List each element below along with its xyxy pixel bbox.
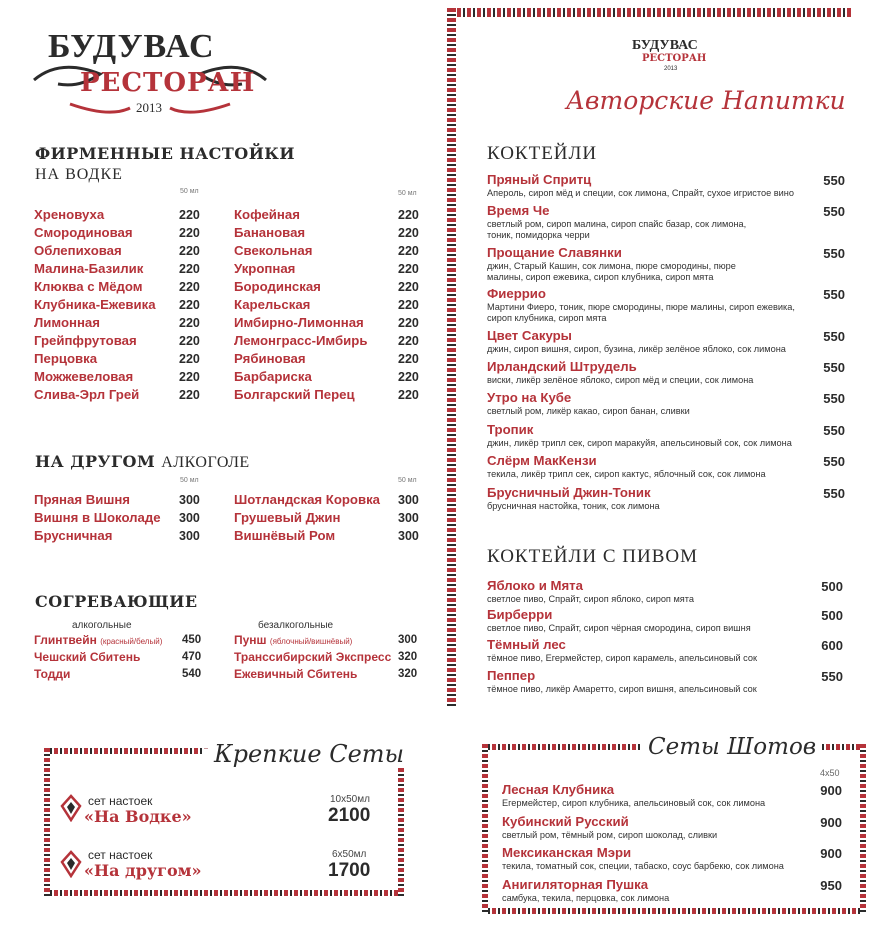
volume-label: 50 мл bbox=[398, 477, 417, 484]
item-name: Лесная Клубника bbox=[502, 782, 615, 797]
shot-set-item bbox=[502, 845, 844, 872]
ornament-band bbox=[44, 890, 404, 896]
item-name: Клюква с Мёдом bbox=[34, 279, 143, 294]
item-price: 550 bbox=[821, 669, 843, 684]
item-name: Укропная bbox=[234, 261, 296, 276]
warming-list-col1 bbox=[34, 632, 204, 683]
item-name: Смородиновая bbox=[34, 225, 133, 240]
item-price: 220 bbox=[398, 352, 419, 366]
item-desc: текила, томатный сок, специи, табаско, соус барбекю, сок лимона bbox=[502, 861, 784, 871]
item-desc: тёмное пиво, Егермейстер, сироп карамель, апельсиновый сок bbox=[487, 653, 757, 663]
item-desc: Егермейстер, сироп клубника, апельсиновый сок, сок лимона bbox=[502, 798, 766, 808]
shot-set-item bbox=[502, 814, 844, 841]
section-subtitle-vodka: НА ВОДКЕ bbox=[35, 166, 123, 183]
item-price: 220 bbox=[179, 262, 200, 276]
menu-item bbox=[234, 386, 424, 404]
item-desc: самбука, текила, перцовка, сок лимона bbox=[502, 893, 670, 903]
item-name: Имбирно-Лимонная bbox=[234, 315, 364, 330]
beer-cocktail-item bbox=[487, 607, 845, 634]
item-price: 220 bbox=[398, 208, 419, 222]
shot-set-item bbox=[502, 782, 844, 809]
item-name: Чешский Сбитень bbox=[34, 650, 141, 664]
item-desc: светлое пиво, Спрайт, сироп чёрная смородина, сироп вишня bbox=[487, 623, 751, 633]
item-price: 550 bbox=[823, 454, 845, 469]
item-name: Кубинский Русский bbox=[502, 814, 629, 829]
menu-item bbox=[34, 632, 204, 649]
item-name: Вишня в Шоколаде bbox=[34, 510, 161, 525]
item-name: Грушевый Джин bbox=[234, 510, 341, 525]
strong-sets-title: Крепкие Сеты bbox=[208, 740, 410, 768]
menu-item bbox=[234, 509, 424, 527]
item-name: Карельская bbox=[234, 297, 311, 312]
item-name: Слива-Эрл Грей bbox=[34, 387, 140, 402]
item-name: Транссибирский Экспресс bbox=[234, 650, 392, 664]
item-price: 320 bbox=[398, 651, 418, 663]
item-desc: джин, сироп вишня, сироп, бузина, ликёр зелёное яблоко, сок лимона bbox=[487, 344, 786, 354]
folk-ornament-icon bbox=[60, 850, 82, 878]
item-price: 300 bbox=[179, 529, 200, 543]
shots-title: Сеты Шотов bbox=[642, 734, 822, 760]
set-label: сет настоек bbox=[88, 848, 153, 862]
item-name: Слёрм МакКензи bbox=[487, 453, 597, 468]
set-volume: 6x50мл bbox=[332, 849, 367, 860]
ornament-band-left bbox=[447, 8, 456, 708]
beer-cocktail-item bbox=[487, 578, 845, 605]
item-price: 220 bbox=[179, 280, 200, 294]
item-price: 220 bbox=[179, 388, 200, 402]
item-price: 220 bbox=[179, 352, 200, 366]
item-name: Перцовка bbox=[34, 351, 98, 366]
item-name: Лемонграсс-Имбирь bbox=[234, 333, 368, 348]
item-name: Мексиканская Мэри bbox=[502, 845, 632, 860]
item-name: Тёмный лес bbox=[487, 637, 566, 652]
item-name: Клубника-Ежевика bbox=[34, 297, 156, 312]
menu-item bbox=[34, 260, 204, 278]
item-price: 220 bbox=[398, 244, 419, 258]
item-price: 320 bbox=[398, 668, 418, 680]
item-desc: светлый ром, сироп малина, сироп спайс базар, сок лимона, тоник, помидорка черри bbox=[487, 219, 747, 240]
title-bold: НА ДРУГОМ bbox=[35, 452, 156, 471]
item-price: 500 bbox=[821, 608, 843, 623]
set-name: «На другом» bbox=[84, 861, 202, 880]
item-name: Утро на Кубе bbox=[487, 390, 572, 405]
item-price: 220 bbox=[398, 388, 419, 402]
volume-label: 50 мл bbox=[180, 477, 199, 484]
menu-item bbox=[34, 350, 204, 368]
restaurant-logo-small bbox=[624, 38, 724, 78]
signature-list-col1 bbox=[34, 206, 204, 404]
menu-item bbox=[234, 491, 424, 509]
ornament-band bbox=[398, 748, 404, 896]
item-price: 220 bbox=[179, 298, 200, 312]
item-name: Фиеррио bbox=[487, 286, 546, 301]
item-price: 220 bbox=[179, 334, 200, 348]
item-desc: светлое пиво, Спрайт, сироп яблоко, сироп мята bbox=[487, 594, 694, 604]
logo-year: 2013 bbox=[136, 100, 162, 115]
item-name: Малина-Базилик bbox=[34, 261, 144, 276]
item-price: 550 bbox=[823, 391, 845, 406]
item-desc: джин, ликёр трипл сек, сироп маракуйя, апельсиновый сок, сок лимона bbox=[487, 438, 792, 448]
menu-item bbox=[234, 206, 424, 224]
cocktail-item bbox=[487, 245, 847, 283]
menu-item bbox=[34, 649, 204, 666]
item-name: Тропик bbox=[487, 422, 534, 437]
warming-head-alcoholic: алкогольные bbox=[72, 620, 132, 631]
item-price: 220 bbox=[398, 370, 419, 384]
item-name: Брусничный Джин-Тоник bbox=[487, 485, 651, 500]
item-name: Пряная Вишня bbox=[34, 492, 130, 507]
item-desc: джин, Старый Кашин, сок лимона, пюре смородины, пюре малины, сироп ежевика, сироп клубника, сироп мята bbox=[487, 261, 736, 282]
item-price: 220 bbox=[398, 262, 419, 276]
cocktail-item bbox=[487, 328, 847, 355]
item-price: 450 bbox=[182, 634, 202, 646]
item-price: 300 bbox=[179, 511, 200, 525]
section-title-beer-cocktails: КОКТЕЙЛИ С ПИВОМ bbox=[487, 546, 699, 567]
ornament-band bbox=[44, 748, 204, 754]
item-price: 900 bbox=[820, 846, 842, 861]
set-label: сет настоек bbox=[88, 794, 153, 808]
item-name: Пряный Спритц bbox=[487, 172, 592, 187]
menu-item bbox=[34, 386, 204, 404]
item-name: Прощание Славянки bbox=[487, 245, 622, 260]
menu-item bbox=[34, 278, 204, 296]
cocktail-item bbox=[487, 286, 847, 324]
item-price: 550 bbox=[823, 329, 845, 344]
ornament-band bbox=[860, 744, 866, 914]
ornament-band bbox=[44, 748, 50, 896]
set-price: 1700 bbox=[328, 860, 371, 881]
menu-item bbox=[34, 509, 204, 527]
item-price: 900 bbox=[820, 815, 842, 830]
item-price: 550 bbox=[823, 423, 845, 438]
cocktail-item bbox=[487, 172, 847, 199]
menu-item bbox=[234, 350, 424, 368]
ornament-band bbox=[482, 744, 488, 914]
item-desc: виски, ликёр зелёное яблоко, сироп мёд и специи, сок лимона bbox=[487, 375, 754, 385]
menu-item bbox=[34, 332, 204, 350]
item-name: Пеппер bbox=[487, 668, 536, 683]
item-price: 220 bbox=[179, 370, 200, 384]
menu-item bbox=[234, 296, 424, 314]
item-price: 220 bbox=[179, 244, 200, 258]
item-desc: светлый ром, ликёр какао, сироп банан, сливки bbox=[487, 406, 690, 416]
warming-head-nonalcoholic: безалкогольные bbox=[258, 620, 334, 631]
menu-item bbox=[234, 632, 424, 649]
item-name: Можжевеловая bbox=[34, 369, 134, 384]
item-desc: текила, ликёр трипл сек, сироп кактус, яблочный сок, сок лимона bbox=[487, 469, 766, 479]
item-price: 220 bbox=[179, 226, 200, 240]
menu-item bbox=[234, 242, 424, 260]
signature-list-col2 bbox=[234, 206, 424, 404]
section-title-warming: СОГРЕВАЮЩИЕ bbox=[35, 592, 198, 611]
menu-item bbox=[234, 666, 424, 683]
volume-label: 50 мл bbox=[398, 190, 417, 197]
item-name: Ежевичный Сбитень bbox=[234, 667, 358, 681]
menu-item bbox=[34, 368, 204, 386]
title-rest: АЛКОГОЛЕ bbox=[161, 454, 250, 471]
logo-sub-text: РЕСТОРАН bbox=[642, 53, 707, 64]
section-title-cocktails: КОКТЕЙЛИ bbox=[487, 143, 598, 164]
item-name: Бирберри bbox=[487, 607, 553, 622]
item-name: Барбариска bbox=[234, 369, 312, 384]
logo-year: 2013 bbox=[664, 66, 678, 72]
menu-item bbox=[34, 242, 204, 260]
item-price: 220 bbox=[179, 316, 200, 330]
item-price: 300 bbox=[398, 511, 419, 525]
cocktail-item bbox=[487, 453, 847, 480]
item-name: Время Че bbox=[487, 203, 550, 218]
item-price: 550 bbox=[823, 287, 845, 302]
set-price: 2100 bbox=[328, 805, 371, 826]
item-price: 220 bbox=[398, 226, 419, 240]
item-name: Грейпфрутовая bbox=[34, 333, 137, 348]
item-name: Цвет Сакуры bbox=[487, 328, 572, 343]
item-name: Шотландская Коровка bbox=[234, 492, 381, 507]
item-price: 550 bbox=[823, 204, 845, 219]
volume-label: 50 мл bbox=[180, 188, 199, 195]
menu-item bbox=[34, 314, 204, 332]
menu-item bbox=[34, 224, 204, 242]
item-desc: Апероль, сироп мёд и специи, сок лимона, Спрайт, сухое игристое вино bbox=[487, 188, 794, 198]
menu-item bbox=[34, 296, 204, 314]
item-name: Брусничная bbox=[34, 528, 113, 543]
item-price: 900 bbox=[820, 783, 842, 798]
cocktail-item bbox=[487, 485, 847, 512]
section-title-other bbox=[35, 452, 250, 472]
item-desc: тёмное пиво, ликёр Амаретто, сироп вишня, апельсиновый сок bbox=[487, 684, 757, 694]
logo-top-text: БУДУВАС bbox=[48, 28, 215, 65]
menu-item bbox=[234, 314, 424, 332]
item-price: 300 bbox=[398, 529, 419, 543]
restaurant-logo bbox=[30, 18, 270, 128]
menu-item bbox=[34, 491, 204, 509]
shot-set-item bbox=[502, 877, 844, 904]
set-volume: 10x50мл bbox=[330, 794, 370, 805]
item-name: Лимонная bbox=[34, 315, 100, 330]
page-title: Авторские Напитки bbox=[566, 86, 846, 115]
item-name: Банановая bbox=[234, 225, 306, 240]
other-list-col2 bbox=[234, 491, 424, 545]
menu-item bbox=[234, 260, 424, 278]
item-price: 500 bbox=[821, 579, 843, 594]
item-name: Облепиховая bbox=[34, 243, 122, 258]
menu-item bbox=[234, 332, 424, 350]
item-price: 220 bbox=[398, 280, 419, 294]
item-name: Хреновуха bbox=[34, 207, 105, 222]
set-name: «На Водке» bbox=[84, 807, 192, 826]
item-name: Глинтвейн (красный/белый) bbox=[34, 633, 163, 647]
cocktail-item bbox=[487, 422, 847, 449]
menu-item bbox=[234, 278, 424, 296]
item-name: Тодди bbox=[34, 667, 71, 681]
folk-ornament-icon bbox=[60, 794, 82, 822]
item-price: 300 bbox=[398, 634, 418, 646]
menu-item bbox=[234, 527, 424, 545]
warming-list-col2 bbox=[234, 632, 424, 683]
item-price: 300 bbox=[398, 493, 419, 507]
cocktail-item bbox=[487, 390, 847, 417]
section-title-signature: ФИРМЕННЫЕ НАСТОЙКИ bbox=[35, 144, 295, 163]
item-price: 470 bbox=[182, 651, 202, 663]
item-name: Болгарский Перец bbox=[234, 387, 355, 402]
item-price: 300 bbox=[179, 493, 200, 507]
item-name: Анигиляторная Пушка bbox=[502, 877, 649, 892]
cocktail-item bbox=[487, 359, 847, 386]
item-name: Кофейная bbox=[234, 207, 300, 222]
item-name: Пунш (яблочный/вишнёвый) bbox=[234, 633, 353, 647]
item-desc: светлый ром, тёмный ром, сироп шоколад, сливки bbox=[502, 830, 718, 840]
menu-item bbox=[234, 368, 424, 386]
item-desc: брусничная настойка, тоник, сок лимона bbox=[487, 501, 660, 511]
item-price: 220 bbox=[179, 208, 200, 222]
item-price: 220 bbox=[398, 298, 419, 312]
item-price: 950 bbox=[820, 878, 842, 893]
ornament-band-top bbox=[447, 8, 852, 17]
logo-sub-text: РЕСТОРАН bbox=[80, 68, 256, 98]
ornament-band bbox=[482, 744, 642, 750]
item-price: 550 bbox=[823, 360, 845, 375]
other-list-col1 bbox=[34, 491, 204, 545]
item-name: Бородинская bbox=[234, 279, 321, 294]
menu-item bbox=[234, 224, 424, 242]
item-name: Ирландский Штрудель bbox=[487, 359, 637, 374]
beer-cocktail-item bbox=[487, 668, 845, 695]
ornament-band bbox=[482, 908, 866, 914]
item-price: 220 bbox=[398, 334, 419, 348]
item-name: Яблоко и Мята bbox=[487, 578, 583, 593]
item-price: 550 bbox=[823, 246, 845, 261]
item-name: Свекольная bbox=[234, 243, 313, 258]
item-name: Вишнёвый Ром bbox=[234, 528, 336, 543]
menu-item bbox=[34, 666, 204, 683]
item-price: 540 bbox=[182, 668, 202, 680]
cocktail-item bbox=[487, 203, 847, 241]
item-desc: Мартини Фиеро, тоник, пюре смородины, пюре малины, сироп ежевика, сироп клубника, сироп мята bbox=[487, 302, 795, 323]
item-name: Рябиновая bbox=[234, 351, 306, 366]
logo-top-text: БУДУВАС bbox=[632, 38, 698, 53]
item-price: 600 bbox=[821, 638, 843, 653]
menu-item bbox=[34, 527, 204, 545]
shots-volume: 4x50 bbox=[820, 768, 840, 778]
item-price: 550 bbox=[823, 486, 845, 501]
menu-item bbox=[234, 649, 424, 666]
beer-cocktail-item bbox=[487, 637, 845, 664]
menu-item bbox=[34, 206, 204, 224]
item-price: 220 bbox=[398, 316, 419, 330]
item-price: 550 bbox=[823, 173, 845, 188]
